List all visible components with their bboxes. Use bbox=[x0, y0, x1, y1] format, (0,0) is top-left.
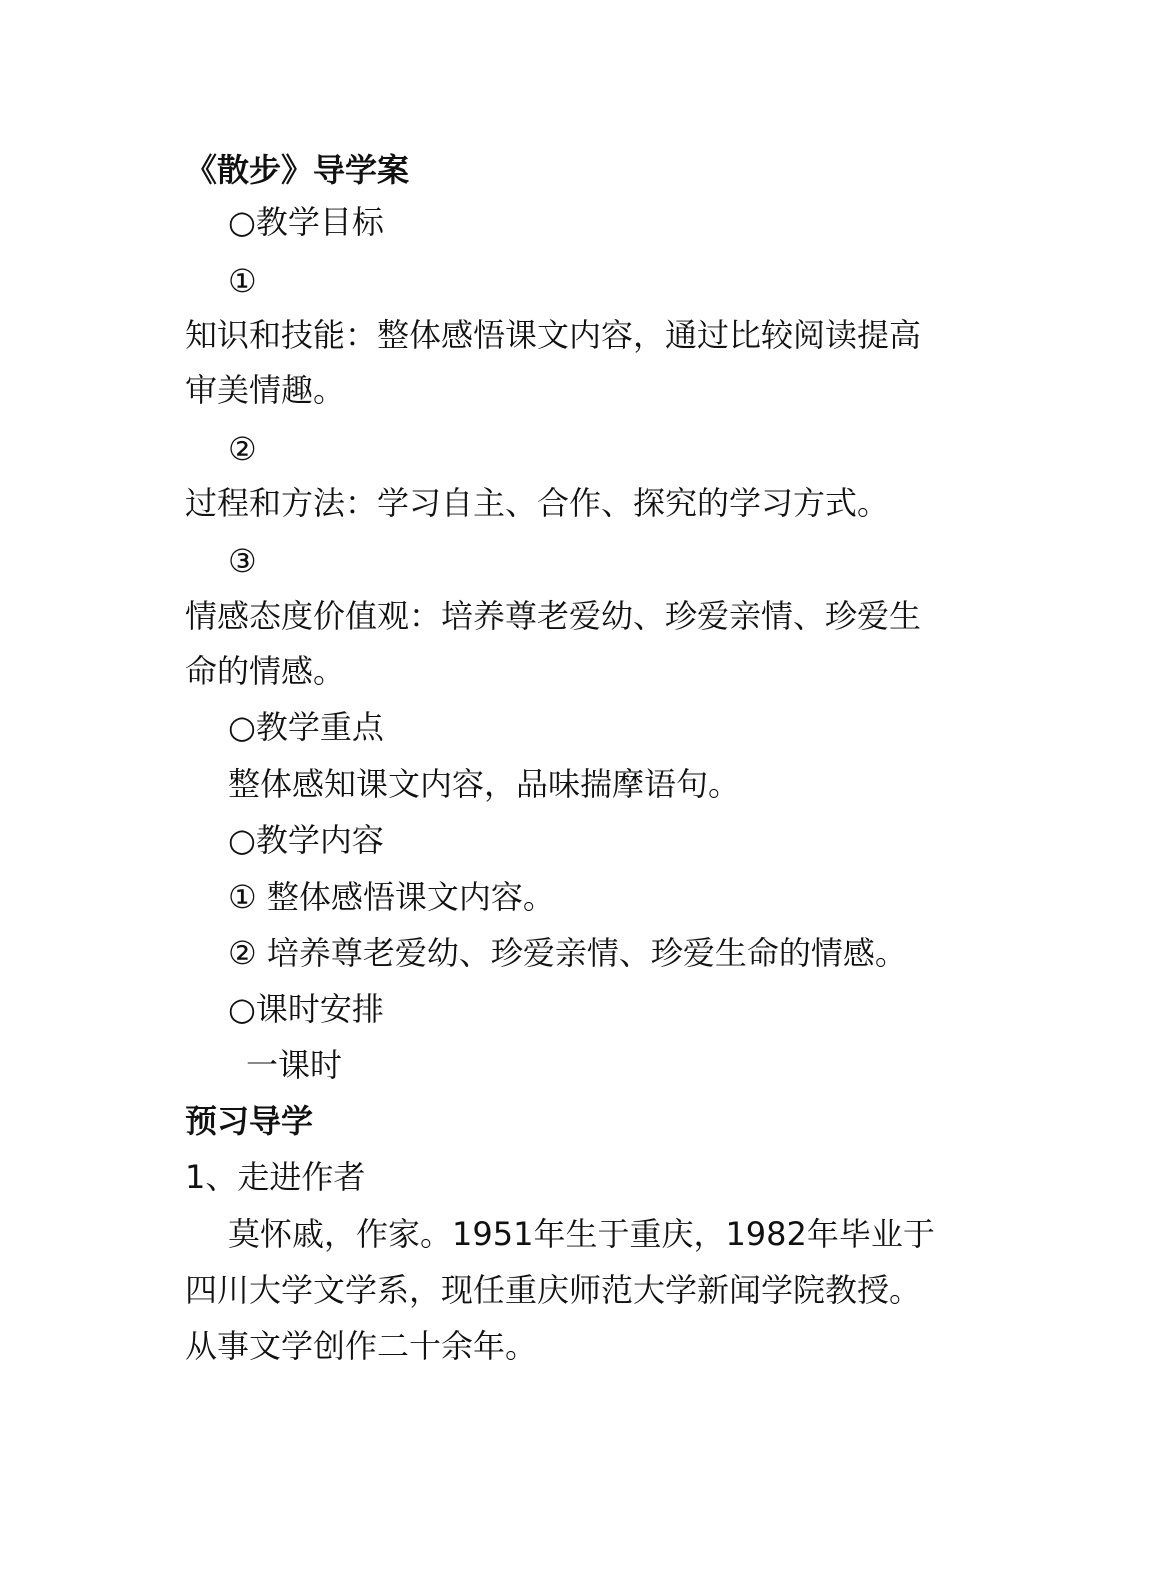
author-para-line3: 从事文学创作二十余年。 bbox=[185, 1327, 538, 1365]
goal-3-text-line1: 情感态度价值观：培养尊老爱幼、珍爱亲情、珍爱生 bbox=[185, 597, 922, 635]
teaching-goals-heading: ○教学目标 bbox=[228, 203, 384, 241]
preview-subheading-author: 1、走进作者 bbox=[185, 1158, 366, 1196]
teaching-focus-text: 整体感知课文内容，品味揣摩语句。 bbox=[228, 765, 741, 803]
document-title: 《散步》导学案 bbox=[185, 151, 410, 189]
goal-1-text-line1: 知识和技能：整体感悟课文内容，通过比较阅读提高 bbox=[185, 316, 922, 354]
goal-3-text-line2: 命的情感。 bbox=[185, 652, 346, 690]
teaching-focus-heading: ○教学重点 bbox=[228, 708, 384, 746]
goal-2-marker: ② bbox=[228, 430, 257, 468]
goal-2-text: 过程和方法：学习自主、合作、探究的学习方式。 bbox=[185, 484, 890, 522]
schedule-heading: ○课时安排 bbox=[228, 990, 384, 1028]
content-item-1: ① 整体感悟课文内容。 bbox=[228, 878, 555, 916]
goal-1-text-line2: 审美情趣。 bbox=[185, 371, 346, 409]
preview-heading: 预习导学 bbox=[185, 1102, 314, 1140]
teaching-content-heading: ○教学内容 bbox=[228, 821, 384, 859]
author-para-line2: 四川大学文学系，现任重庆师范大学新闻学院教授。 bbox=[185, 1271, 922, 1309]
goal-3-marker: ③ bbox=[228, 542, 257, 580]
content-item-2: ② 培养尊老爱幼、珍爱亲情、珍爱生命的情感。 bbox=[228, 934, 907, 972]
goal-1-marker: ① bbox=[228, 262, 257, 300]
schedule-text: 一课时 bbox=[246, 1046, 343, 1084]
author-para-line1: 莫怀戚，作家。1951年生于重庆，1982年毕业于 bbox=[228, 1215, 935, 1253]
